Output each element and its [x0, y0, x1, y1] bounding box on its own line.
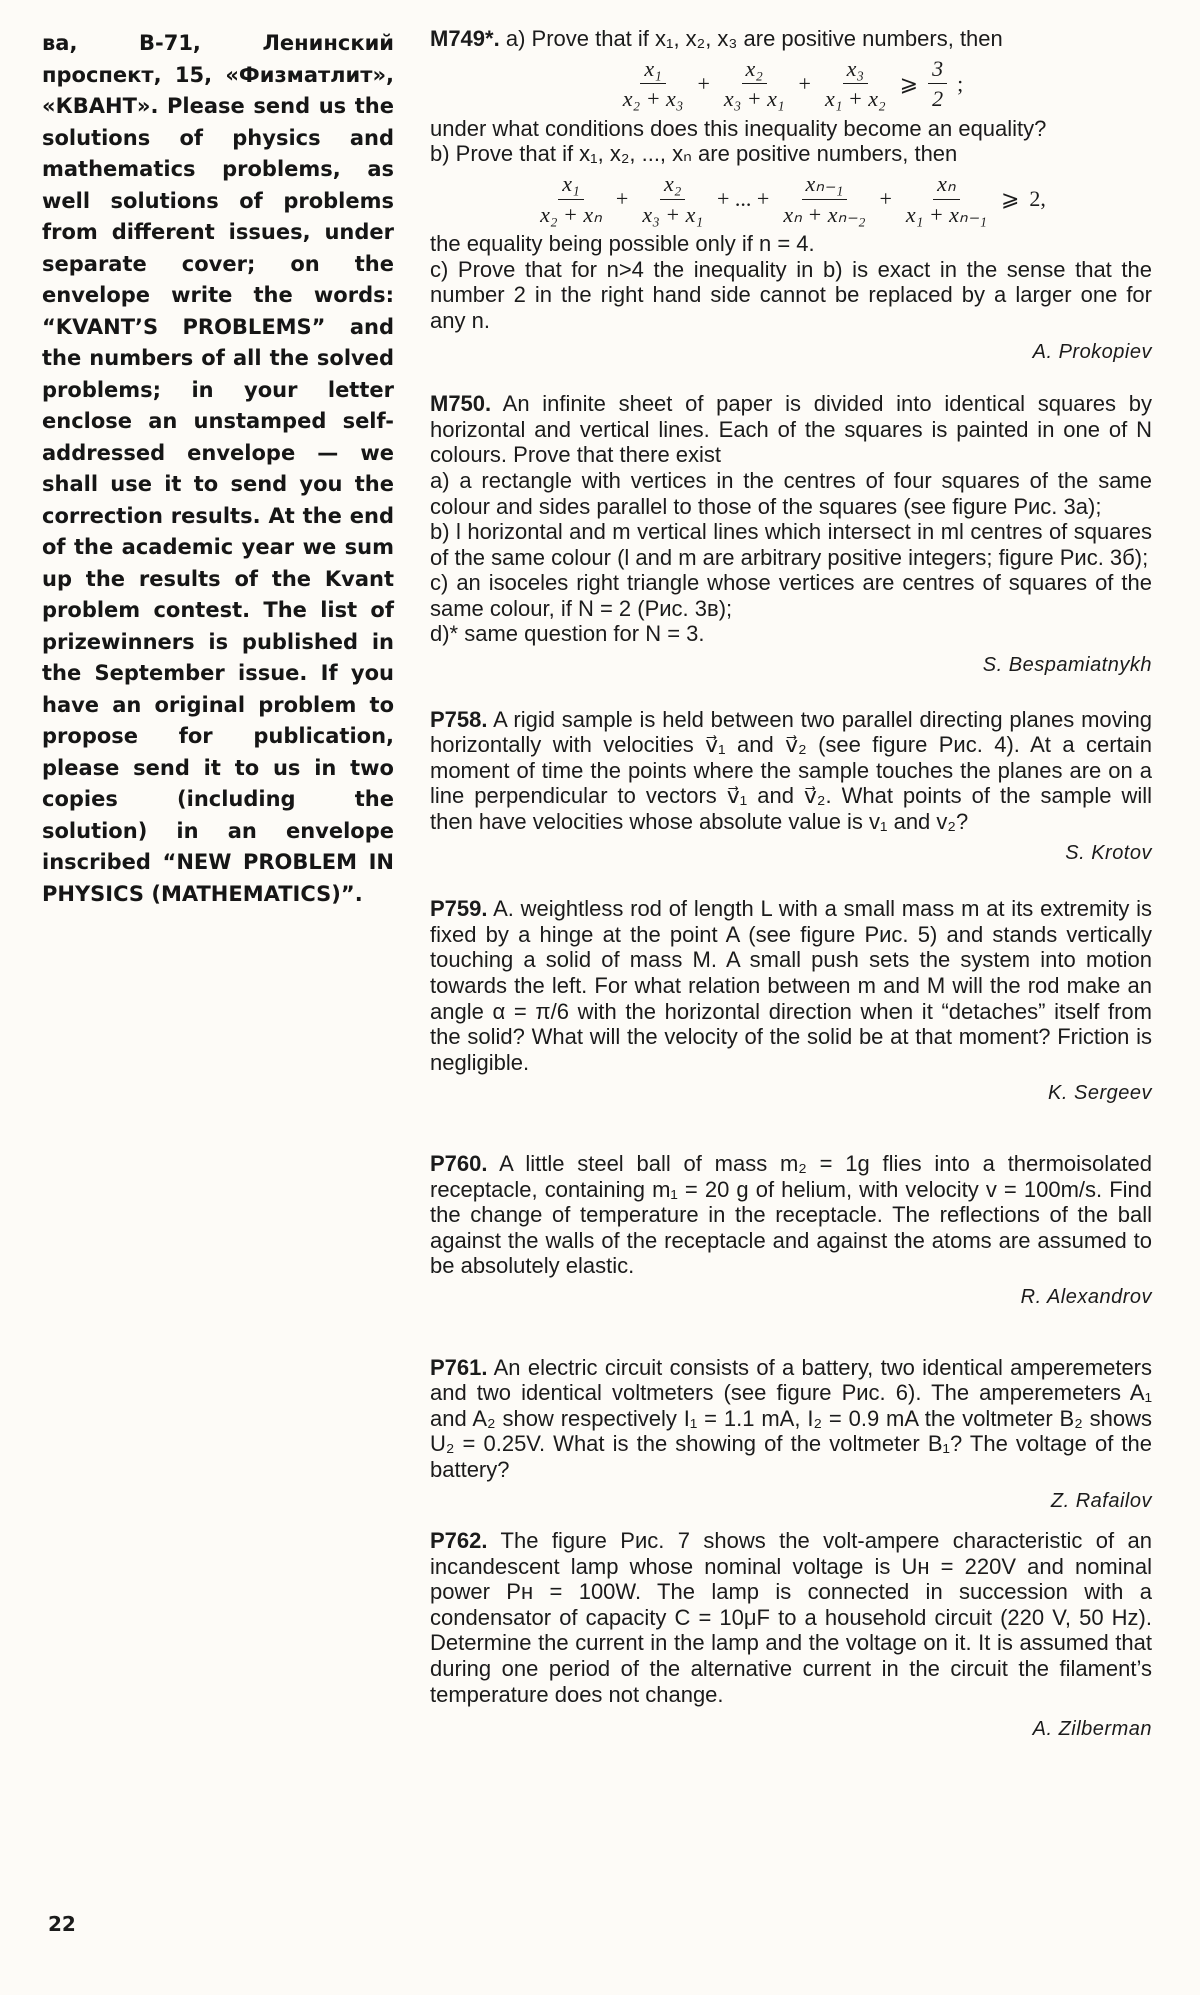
problem-part-a: a) Prove that if x₁, x₂, x₃ are positive numbers, then	[505, 26, 1003, 51]
problem-p761	[430, 1355, 1152, 1515]
problem-m750	[430, 391, 1152, 679]
formula-inequality-a: $\frac{\text{x₁}}{\text{x₂ + x₃}}$ + $\frac{\text{x₂}}{\text{x₃ + x₁}}$ + $\frac{\text{x₃}}{\text{x₁ + x₂}}$ ⩾ $\frac{3}{2}$ ;	[430, 56, 1152, 112]
page-number: 22	[48, 1912, 76, 1936]
problem-author: R. Alexandrov	[1020, 1285, 1152, 1308]
problem-author: K. Sergeev	[1048, 1082, 1152, 1105]
problem-p758	[430, 707, 1152, 867]
problem-id: P759.	[430, 896, 488, 922]
problem-text: P762. The figure Рис. 7 shows the volt-ampere characteristic of an incandescent lamp whose nominal voltage is Uн = 220V and nominal power Pн = 100W. The lamp is connected in succession with a condensator of capacity C = 10μF to a household circuit (220 V, 50 Hz). Determine the current in the lamp and the voltage on it. It is assumed that during one period of the alternative current in the circuit the filament’s temperature does not change.	[430, 1528, 1152, 1707]
problem-author: A. Prokopiev	[1032, 340, 1152, 363]
fraction-term: $\frac{\text{xₙ}}{\text{x₁ + xₙ₋₁}}$	[905, 170, 987, 227]
problem-text: M750. An infinite sheet of paper is divided into identical squares by horizontal and vertical lines. Each of the squares is painted in one of N colours. Prove that there exist a) a rectangle with vertices in the centres of four squares of the same colour and sides parallel to those of the squares (see figure Рис. 3а); b) l horizontal and m vertical lines which intersect in ml centres of squares of the same colour (l and m are arbitrary positive integers; figure Рис. 3б); c) an isoceles right triangle whose vertices are centres of squares of the same colour, if N = 2 (Рис. 3в); d)* same question for N = 3.	[430, 391, 1152, 647]
problem-id: M750.	[430, 391, 492, 417]
problem-id: M749*.	[430, 26, 500, 51]
problem-text	[430, 26, 1152, 52]
problem-text: P758. A rigid sample is held between two parallel directing planes moving horizontally with velocities v⃗₁ and v⃗₂ (see figure Рис. 4). At a certain moment of time the points where the sample touches the planes are on a line perpendicular to vectors v⃗₁ and v⃗₂. What points of the sample will then have velocities whose absolute value is v₁ and v₂?	[430, 706, 1152, 835]
problem-p762	[430, 1528, 1152, 1743]
problem-p759	[430, 896, 1152, 1107]
problem-id: P761.	[430, 1354, 488, 1380]
fraction-term: $\frac{\text{x₁}}{\text{x₂ + x₃}}$	[622, 55, 684, 112]
problem-author: S. Bespamiatnykh	[982, 654, 1152, 677]
problem-m749	[430, 26, 1152, 365]
problem-p760	[430, 1151, 1152, 1311]
fraction-term: $\frac{\text{x₃}}{\text{x₁ + x₂}}$	[824, 55, 886, 112]
fraction-term: $\frac{\text{x₂}}{\text{x₃ + x₁}}$	[723, 55, 785, 112]
problem-author: A. Zilberman	[1032, 1718, 1152, 1741]
problem-id: P762.	[430, 1528, 488, 1554]
problem-author: Z. Rafailov	[1050, 1489, 1152, 1512]
fraction-rhs: $\frac{3}{2}$	[928, 56, 947, 112]
problems-column	[430, 26, 1152, 1743]
problem-part-b: under what conditions does this inequality become an equality? b) Prove that if x₁, x₂, ..., xₙ are positive numbers, then	[430, 115, 1047, 167]
left-column-text: ва, В-71, Ленинский проспект, 15, «Физматлит», «КВАНТ». Please send us the solutions of physics and mathematics problems, as well solutions of problems from different issues, under separate cover; on the envelope write the words: “KVANT’S PROBLEMS” and the numbers of all the solved problems; in your letter enclose an unstamped self-addressed envelope — we shall use it to send you the correction results. At the end of the academic year we sum up the results of the Kvant problem contest. The list of prizewinners is published in the September issue. If you have an original problem to propose for publication, please send it to us in two copies (including the solution) in an envelope inscribed “NEW PROBLEM IN PHYSICS (MATHEMATICS)”.	[42, 31, 394, 906]
problem-id: P760.	[430, 1150, 488, 1176]
problem-text: P759. A. weightless rod of length L with a small mass m at its extremity is fixed by a hinge at the point A (see figure Рис. 5) and stands vertically touching a solid of mass M. A small push sets the system into motion towards the left. For what relation between m and M will the rod make an angle α = π/6 with the horizontal direction when it “detaches” itself from the solid? What will the velocity of the solid be at that moment? Friction is negligible.	[430, 896, 1152, 1075]
problem-text: P761. An electric circuit consists of a battery, two identical amperemeters and two identical voltmeters (see figure Рис. 6). The amperemeters A₁ and A₂ show respectively I₁ = 1.1 mA, I₂ = 0.9 mA the voltmeter B₂ shows U₂ = 0.25V. What is the showing of the voltmeter B₁? The voltage of the battery?	[430, 1354, 1153, 1482]
formula-inequality-b: $\frac{\text{x₁}}{\text{x₂ + xₙ}}$ + $\frac{\text{x₂}}{\text{x₃ + x₁}}$ + ... + $\frac{\text{xₙ₋₁}}{\text{xₙ + xₙ₋₂}}$ + $\frac{\text{xₙ}}{\text{x₁ + xₙ₋₁}}$ ⩾ 2,	[430, 171, 1152, 227]
problem-author: S. Krotov	[1065, 841, 1152, 864]
fraction-term: $\frac{\text{x₁}}{\text{x₂ + xₙ}}$	[540, 170, 602, 227]
fraction-term: $\frac{\text{x₂}}{\text{x₃ + x₁}}$	[642, 170, 703, 227]
problem-text: P760. A little steel ball of mass m₂ = 1g flies into a thermoisolated receptacle, containing m₁ = 20 g of helium, with velocity v = 100m/s. Find the change of temperature in the receptacle. The reflections of the ball against the walls of the receptacle and against the atoms are assumed to be absolutely elastic.	[430, 1150, 1152, 1279]
problem-part-c: the equality being possible only if n = 4. c) Prove that for n>4 the inequality in b) is exact in the sense that the number 2 in the right hand side cannot be replaced by a larger one for any n.	[430, 231, 1152, 333]
problem-id: P758.	[430, 706, 488, 732]
fraction-term: $\frac{\text{xₙ₋₁}}{\text{xₙ + xₙ₋₂}}$	[783, 170, 866, 227]
